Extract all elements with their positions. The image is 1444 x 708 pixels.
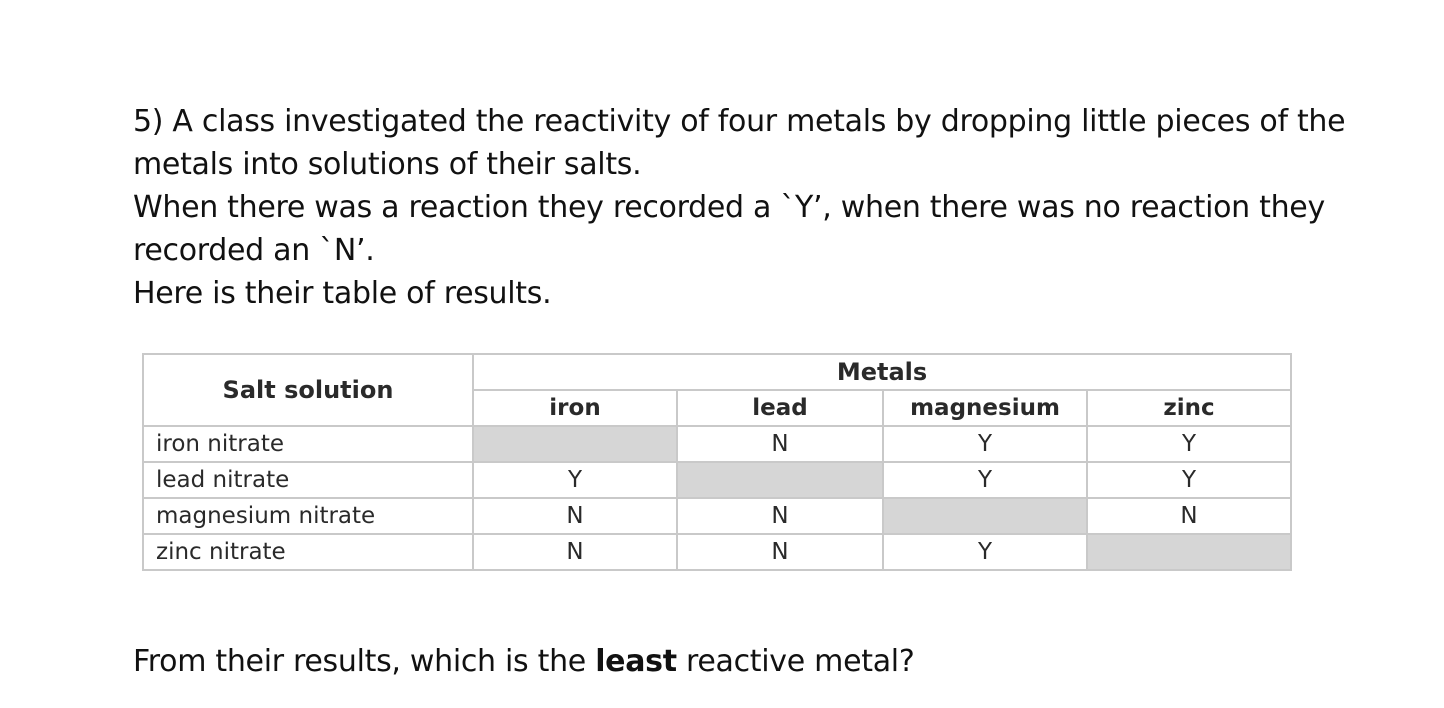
table-header-row — [143, 354, 1291, 390]
final-question-emphasis: least — [595, 644, 677, 679]
metal-header-lead: lead — [677, 390, 883, 426]
final-question-suffix: reactive metal? — [676, 644, 915, 679]
table-row — [143, 534, 1291, 570]
result-cell: Y — [1087, 426, 1291, 462]
metal-header-iron: iron — [473, 390, 677, 426]
salt-name-cell: zinc nitrate — [143, 534, 473, 570]
question-text — [133, 100, 1363, 315]
results-table — [142, 353, 1292, 571]
final-question-prefix: From their results, which is the — [133, 644, 596, 679]
result-cell: Y — [883, 462, 1087, 498]
result-cell — [883, 498, 1087, 534]
result-cell: Y — [1087, 462, 1291, 498]
metal-header-zinc: zinc — [1087, 390, 1291, 426]
result-cell: N — [677, 534, 883, 570]
metal-header-magnesium: magnesium — [883, 390, 1087, 426]
salt-name-cell: iron nitrate — [143, 426, 473, 462]
result-cell — [1087, 534, 1291, 570]
question-line: Here is their table of results. — [133, 276, 552, 311]
result-cell: N — [1087, 498, 1291, 534]
result-cell: Y — [473, 462, 677, 498]
result-cell: N — [473, 534, 677, 570]
result-cell — [677, 462, 883, 498]
result-cell: N — [473, 498, 677, 534]
salt-name-cell: magnesium nitrate — [143, 498, 473, 534]
final-question — [133, 640, 914, 683]
question-line: When there was a reaction they recorded a `Y’, when there was no reaction they recorded an `N’. — [133, 190, 1325, 268]
question-line: 5) A class investigated the reactivity of four metals by dropping little pieces of the metals into solutions of their salts. — [133, 104, 1346, 182]
salt-name-cell: lead nitrate — [143, 462, 473, 498]
salt-solution-header: Salt solution — [143, 354, 473, 426]
metals-group-header: Metals — [473, 354, 1291, 390]
result-cell: N — [677, 498, 883, 534]
result-cell — [473, 426, 677, 462]
table-row — [143, 462, 1291, 498]
result-cell: Y — [883, 426, 1087, 462]
table-row — [143, 426, 1291, 462]
table-row — [143, 498, 1291, 534]
result-cell: N — [677, 426, 883, 462]
result-cell: Y — [883, 534, 1087, 570]
